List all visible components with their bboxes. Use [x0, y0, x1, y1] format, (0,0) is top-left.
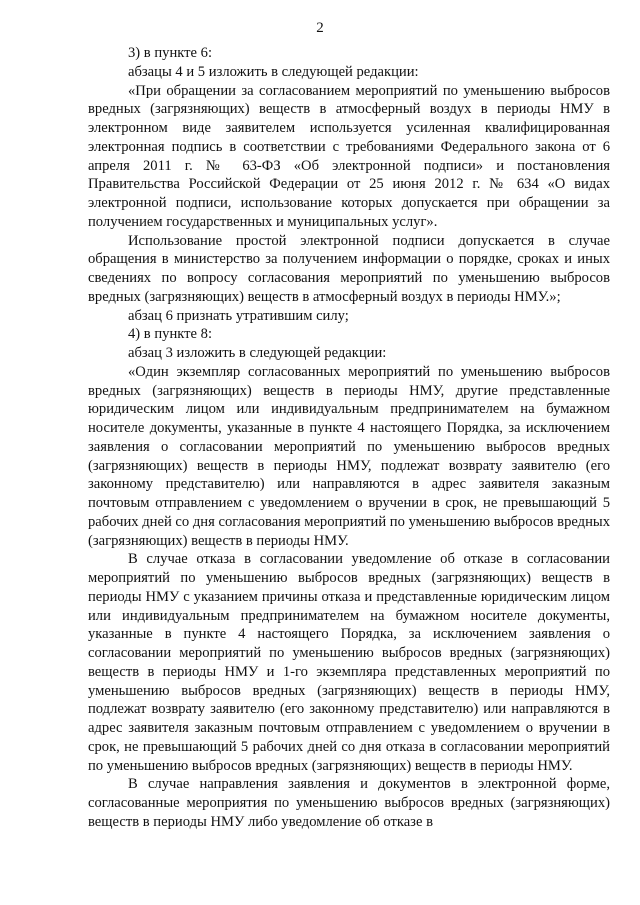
document-body: [88, 44, 610, 832]
item-4-heading: 4) в пункте 8:: [128, 326, 213, 343]
body-paragraph: Использование простой электронной подписи допускается в случае обращения в министерство за получением информации о порядке, сроках и иных сведениях по вопросу согласования мероприятий по уменьшению выбросов вредных (загрязняющих) веществ в атмосферный воздух в периоды НМУ.»;: [88, 232, 610, 305]
body-paragraph: В случае отказа в согласовании уведомление об отказе в согласовании мероприятий по уменьшению выбросов вредных (загрязняющих) веществ в периоды НМУ с указанием причины отказа и представленные юридическим лицом или индивидуальным предпринимателем на бумажном носителе документы, указанные в пункте 4 настоящего Порядка, за исключением заявления о согласовании мероприятий по уменьшению выбросов вредных (загрязняющих) веществ в периоды НМУ и 1-го экземпляра представленных мероприятий по уменьшению выбросов вредных (загрязняющих) веществ в периоды НМУ, подлежат возврату заявителю (его законному представителю) или направляются в адрес заявителя заказным почтовым отправлением с уведомлением о вручении в срок, не превышающий 5 рабочих дней со дня отказа в согласовании мероприятий по уменьшению выбросов вредных (загрязняющих) веществ в периоды НМУ.: [88, 551, 610, 774]
instruction-paragraph: абзац 6 признать утратившим силу;: [128, 307, 349, 324]
body-paragraph: В случае направления заявления и документов в электронной форме, согласованные мероприятия по уменьшению выбросов вредных (загрязняющих) веществ в периоды НМУ либо уведомление об отказе в: [88, 776, 610, 830]
quoted-paragraph: «Один экземпляр согласованных мероприятий по уменьшению выбросов вредных (загрязняющих) веществ в периоды НМУ, другие представленные юридическим лицом или индивидуальным предпринимателем на бумажном носителе документы, указанные в пункте 4 настоящего Порядка, за исключением заявления о согласовании мероприятий по уменьшению выбросов вредных (загрязняющих) веществ в периоды НМУ, подлежат возврату заявителю (его законному представителю) или направляются в адрес заявителя заказным почтовым отправлением с уведомлением о вручении в срок, не превышающий 5 рабочих дней со дня согласования мероприятий по уменьшению выбросов вредных (загрязняющих) веществ в периоды НМУ.: [88, 363, 610, 549]
quoted-paragraph: «При обращении за согласованием мероприятий по уменьшению выбросов вредных (загрязняющих) веществ в атмосферный воздух в периоды НМУ в электронном виде заявителем используется усиленная квалифицированная электронная подпись в соответствии с требованиями Федерального закона от 6 апреля 2011 г. № 63-ФЗ «Об электронной подписи» и постановления Правительства Российской Федерации от 25 июня 2012 г. № 634 «О видах электронной подписи, использование которых допускается при обращении за получением государственных и муниципальных услуг».: [88, 82, 610, 230]
page-number: 2: [316, 20, 324, 36]
item-3-heading: 3) в пункте 6:: [128, 45, 213, 61]
instruction-paragraph: абзац 3 изложить в следующей редакции:: [128, 345, 387, 361]
instruction-paragraph: абзацы 4 и 5 изложить в следующей редакции:: [128, 63, 419, 80]
